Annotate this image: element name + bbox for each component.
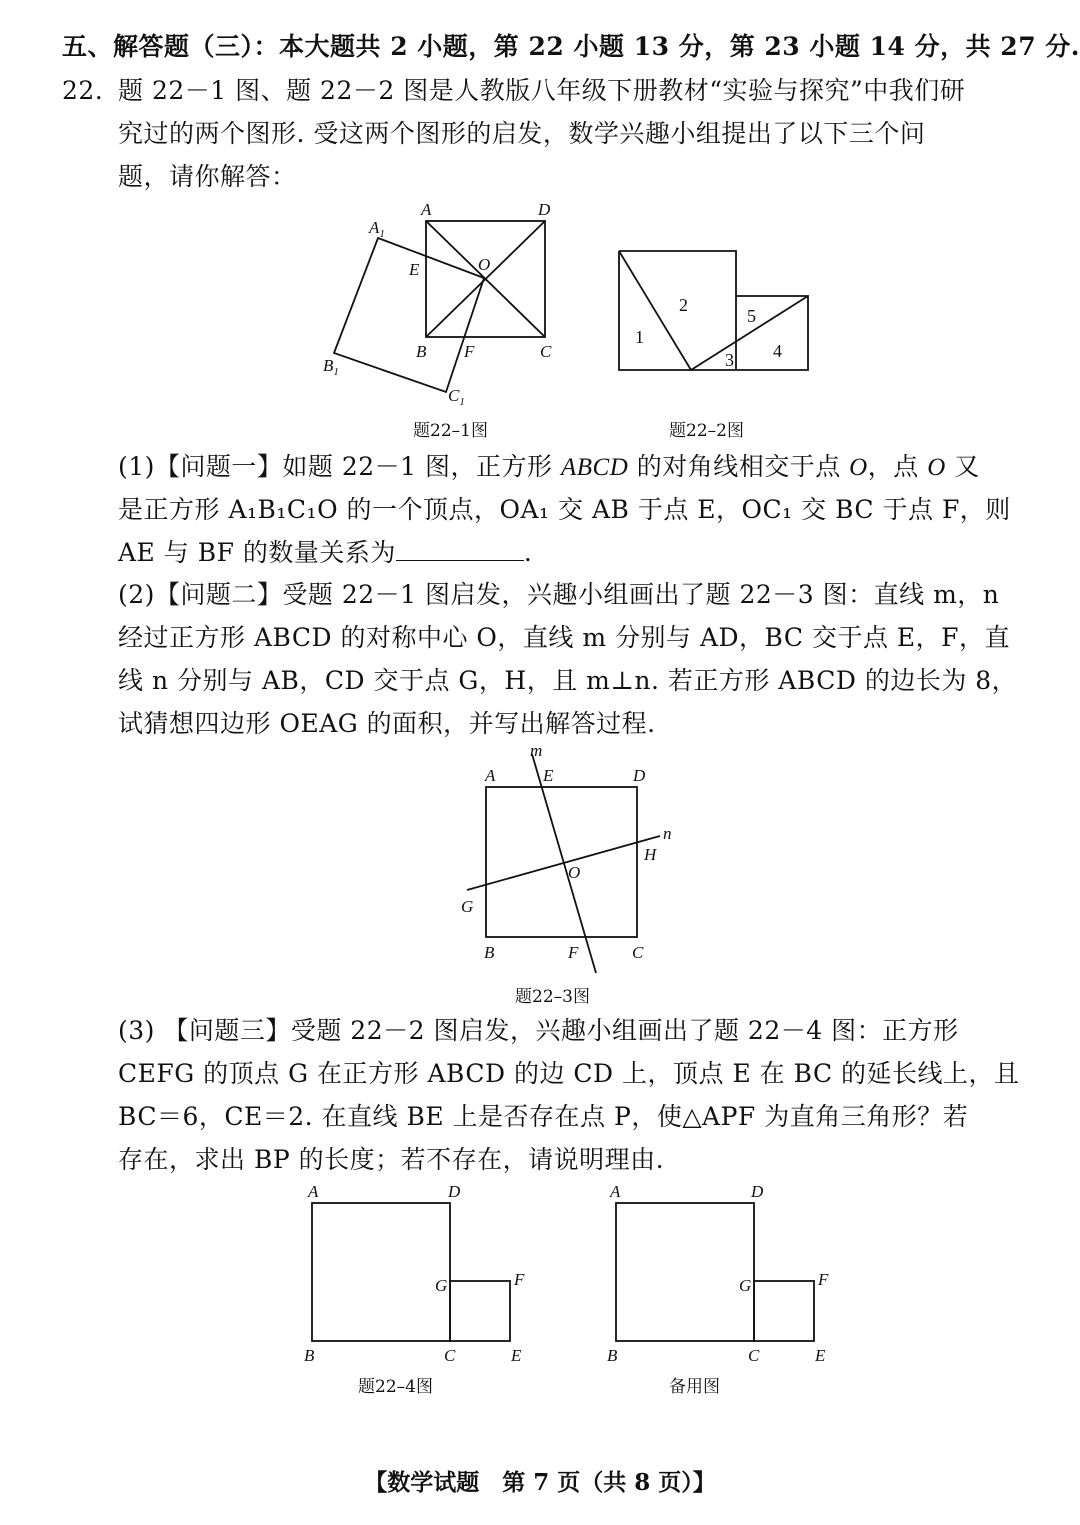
label-c1: $C_1$ bbox=[448, 386, 465, 408]
q1-line-2: 是正方形 A₁B₁C₁O 的一个顶点，OA₁ 交 AB 于点 E，OC₁ 交 BC 于点 F，则 bbox=[118, 495, 1011, 524]
label-a: A bbox=[308, 1182, 319, 1201]
q2-line-4: 试猜想四边形 OEAG 的面积，并写出解答过程. bbox=[118, 709, 656, 738]
label-d: D bbox=[751, 1182, 764, 1201]
label-e: E bbox=[815, 1346, 826, 1365]
label-e: E bbox=[511, 1346, 522, 1365]
label-a: A bbox=[485, 766, 496, 785]
square-cefg bbox=[754, 1281, 814, 1341]
label-d: D bbox=[633, 766, 646, 785]
label-d: D bbox=[448, 1182, 461, 1201]
caption-fig-22-2: 题22–2图 bbox=[669, 421, 744, 441]
region-5: 5 bbox=[747, 306, 756, 326]
square-abcd bbox=[486, 787, 637, 937]
label-o: O bbox=[478, 255, 491, 274]
region-4: 4 bbox=[773, 341, 782, 361]
q3-line-3: BC＝6，CE＝2. 在直线 BE 上是否存在点 P，使△APF 为直角三角形？若 bbox=[118, 1102, 969, 1131]
intro-line-2: 究过的两个图形. 受这两个图形的启发，数学兴趣小组提出了以下三个问 bbox=[118, 119, 926, 148]
figure-22-4 bbox=[304, 1182, 525, 1365]
q2-line-3: 线 n 分别与 AB，CD 交于点 G，H，且 m⊥n. 若正方形 ABCD 的边长为 8， bbox=[118, 666, 1018, 695]
label-c: C bbox=[632, 943, 644, 962]
label-f: F bbox=[818, 1270, 829, 1289]
label-e: E bbox=[409, 260, 420, 279]
square-abcd bbox=[616, 1203, 754, 1341]
caption-fig-22-4: 题22–4图 bbox=[358, 1377, 433, 1397]
label-b: B bbox=[416, 342, 427, 361]
square-abcd bbox=[312, 1203, 450, 1341]
intro-line-1: 题 22－1 图、题 22－2 图是人教版八年级下册教材“实验与探究”中我们研 bbox=[118, 76, 966, 105]
figure-22-2 bbox=[619, 251, 808, 370]
label-c: C bbox=[748, 1346, 760, 1365]
label-c: C bbox=[540, 342, 552, 361]
label-b: B bbox=[304, 1346, 315, 1365]
figure-22-4-and-backup bbox=[290, 1178, 850, 1368]
label-f: F bbox=[464, 342, 475, 361]
label-g: G bbox=[461, 897, 474, 916]
figure-22-3 bbox=[450, 740, 690, 980]
label-n: n bbox=[663, 824, 672, 843]
square-cefg bbox=[450, 1281, 510, 1341]
label-a: A bbox=[610, 1182, 621, 1201]
label-g: G bbox=[435, 1276, 448, 1295]
q1-line-1: (1)【问题一】如题 22－1 图，正方形 ABCD 的对角线相交于点 O，点 O 又 bbox=[118, 452, 980, 481]
figure-22-1 bbox=[323, 200, 552, 408]
label-h: H bbox=[644, 845, 657, 864]
line-n bbox=[467, 836, 660, 890]
q3-line-1: (3) 【问题三】受题 22－2 图启发，兴趣小组画出了题 22－4 图：正方形 bbox=[118, 1016, 959, 1045]
q2-line-1: (2)【问题二】受题 22－1 图启发，兴趣小组画出了题 22－3 图：直线 m，n bbox=[118, 580, 1000, 609]
label-b1: $B_1$ bbox=[323, 356, 339, 378]
region-2: 2 bbox=[679, 295, 688, 315]
label-a: A bbox=[421, 200, 432, 219]
label-e: E bbox=[543, 766, 554, 785]
caption-fig-22-1: 题22–1图 bbox=[413, 421, 488, 441]
region-3: 3 bbox=[725, 350, 734, 370]
label-m: m bbox=[530, 741, 543, 760]
label-g: G bbox=[739, 1276, 752, 1295]
q1-line-3: AE 与 BF 的数量关系为 . bbox=[118, 538, 533, 567]
q3-line-2: CEFG 的顶点 G 在正方形 ABCD 的边 CD 上，顶点 E 在 BC 的延长线上，且 bbox=[118, 1059, 1020, 1088]
caption-fig-22-3: 题22–3图 bbox=[515, 987, 590, 1007]
label-b: B bbox=[607, 1346, 618, 1365]
q2-line-2: 经过正方形 ABCD 的对称中心 O，直线 m 分别与 AD，BC 交于点 E，F，直 bbox=[118, 623, 1010, 652]
problem-number: 22. bbox=[62, 76, 104, 105]
label-c: C bbox=[444, 1346, 456, 1365]
figure-22-1-and-22-2 bbox=[315, 198, 835, 413]
answer-blank[interactable] bbox=[396, 538, 524, 561]
label-o: O bbox=[568, 863, 581, 882]
label-d: D bbox=[538, 200, 551, 219]
section-header: 五、解答题（三）：本大题共 2 小题，第 22 小题 13 分，第 23 小题 14 分，共 27 分. bbox=[62, 32, 1080, 61]
figure-backup bbox=[607, 1182, 829, 1365]
label-f: F bbox=[568, 943, 579, 962]
intro-line-3: 题，请你解答： bbox=[118, 162, 297, 191]
label-f: F bbox=[514, 1270, 525, 1289]
region-1: 1 bbox=[635, 327, 644, 347]
label-a1: $A_1$ bbox=[369, 218, 385, 240]
label-b: B bbox=[484, 943, 495, 962]
q3-line-4: 存在，求出 BP 的长度；若不存在，请说明理由. bbox=[118, 1145, 665, 1174]
page-footer: 【数学试题 第 7 页（共 8 页）】 bbox=[364, 1469, 716, 1496]
caption-backup-figure: 备用图 bbox=[669, 1377, 720, 1397]
